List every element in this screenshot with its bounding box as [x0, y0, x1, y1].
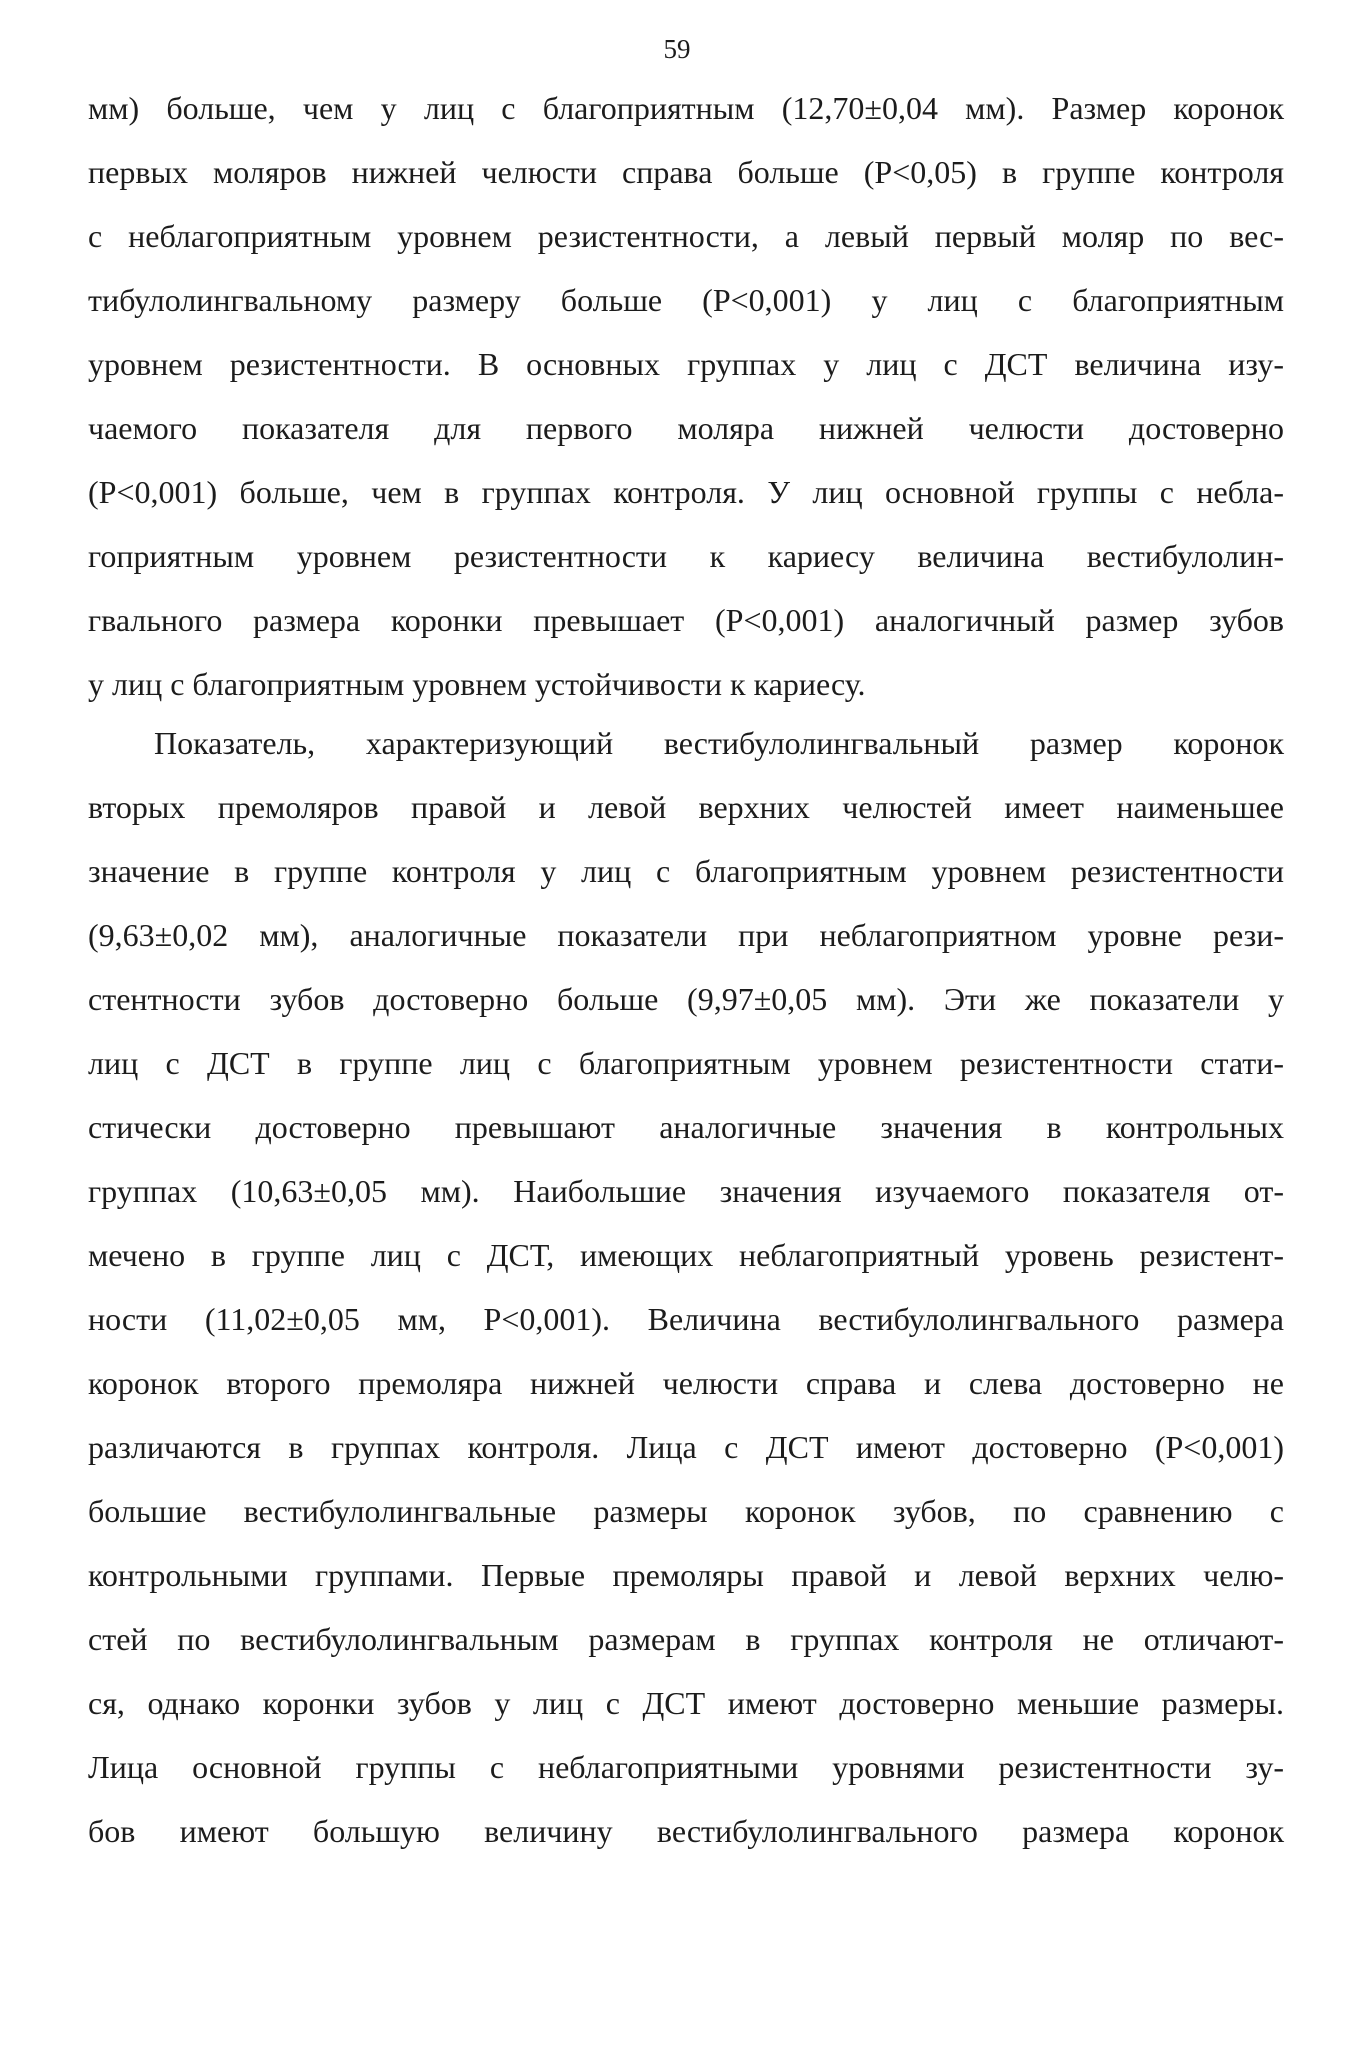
text-line: стентности зубов достоверно больше (9,97±0,05 мм). Эти же показатели у — [88, 981, 1284, 1017]
text-line: (9,63±0,02 мм), аналогичные показатели при неблагоприятном уровне рези- — [88, 917, 1284, 953]
text-line: с неблагоприятным уровнем резистентности, а левый первый моляр по вес- — [88, 218, 1284, 254]
paragraph-body — [88, 711, 1284, 1863]
text-line: коронок второго премоляра нижней челюсти справа и слева достоверно не — [88, 1365, 1284, 1401]
text-line: (P<0,001) больше, чем в группах контроля. У лиц основной группы с небла- — [88, 474, 1284, 510]
text-line: чаемого показателя для первого моляра нижней челюсти достоверно — [88, 410, 1284, 446]
text-line: первых моляров нижней челюсти справа больше (P<0,05) в группе контроля — [88, 154, 1284, 190]
text-line: ся, однако коронки зубов у лиц с ДСТ имеют достоверно меньшие размеры. — [88, 1685, 1284, 1721]
text-line: различаются в группах контроля. Лица с ДСТ имеют достоверно (P<0,001) — [88, 1429, 1284, 1465]
text-line: Лица основной группы с неблагоприятными уровнями резистентности зу- — [88, 1749, 1284, 1785]
page-number: 59 — [663, 34, 691, 64]
text-line: лиц с ДСТ в группе лиц с благоприятным уровнем резистентности стати- — [88, 1045, 1284, 1081]
text-line: стически достоверно превышают аналогичные значения в контрольных — [88, 1109, 1284, 1145]
text-line: уровнем резистентности. В основных группах у лиц с ДСТ величина изу- — [88, 346, 1284, 382]
text-line: у лиц с благоприятным уровнем устойчивости к кариесу. — [88, 666, 866, 702]
text-line: мечено в группе лиц с ДСТ, имеющих неблагоприятный уровень резистент- — [88, 1237, 1284, 1273]
text-line: контрольными группами. Первые премоляры правой и левой верхних челю- — [88, 1557, 1284, 1593]
text-line: значение в группе контроля у лиц с благоприятным уровнем резистентности — [88, 853, 1284, 889]
text-line: мм) больше, чем у лиц с благоприятным (12,70±0,04 мм). Размер коронок — [88, 90, 1284, 126]
text-line: тибулолингвальному размеру больше (P<0,001) у лиц с благоприятным — [88, 282, 1284, 318]
text-line: гвального размера коронки превышает (P<0,001) аналогичный размер зубов — [88, 602, 1284, 638]
text-line-first: Показатель, характеризующий вестибулолингвальный размер коронок — [154, 725, 1284, 761]
text-line: группах (10,63±0,05 мм). Наибольшие значения изучаемого показателя от- — [88, 1173, 1284, 1209]
text-line: большие вестибулолингвальные размеры коронок зубов, по сравнению с — [88, 1493, 1284, 1529]
text-line: вторых премоляров правой и левой верхних челюстей имеет наименьшее — [88, 789, 1284, 825]
text-line: стей по вестибулолингвальным размерам в группах контроля не отличают- — [88, 1621, 1284, 1657]
text-line: гоприятным уровнем резистентности к кариесу величина вестибулолин- — [88, 538, 1284, 574]
text-line: ности (11,02±0,05 мм, P<0,001). Величина вестибулолингвального размера — [88, 1301, 1284, 1337]
text-line: бов имеют большую величину вестибулолингвального размера коронок — [88, 1813, 1284, 1849]
paragraph-continuation — [88, 76, 1284, 716]
